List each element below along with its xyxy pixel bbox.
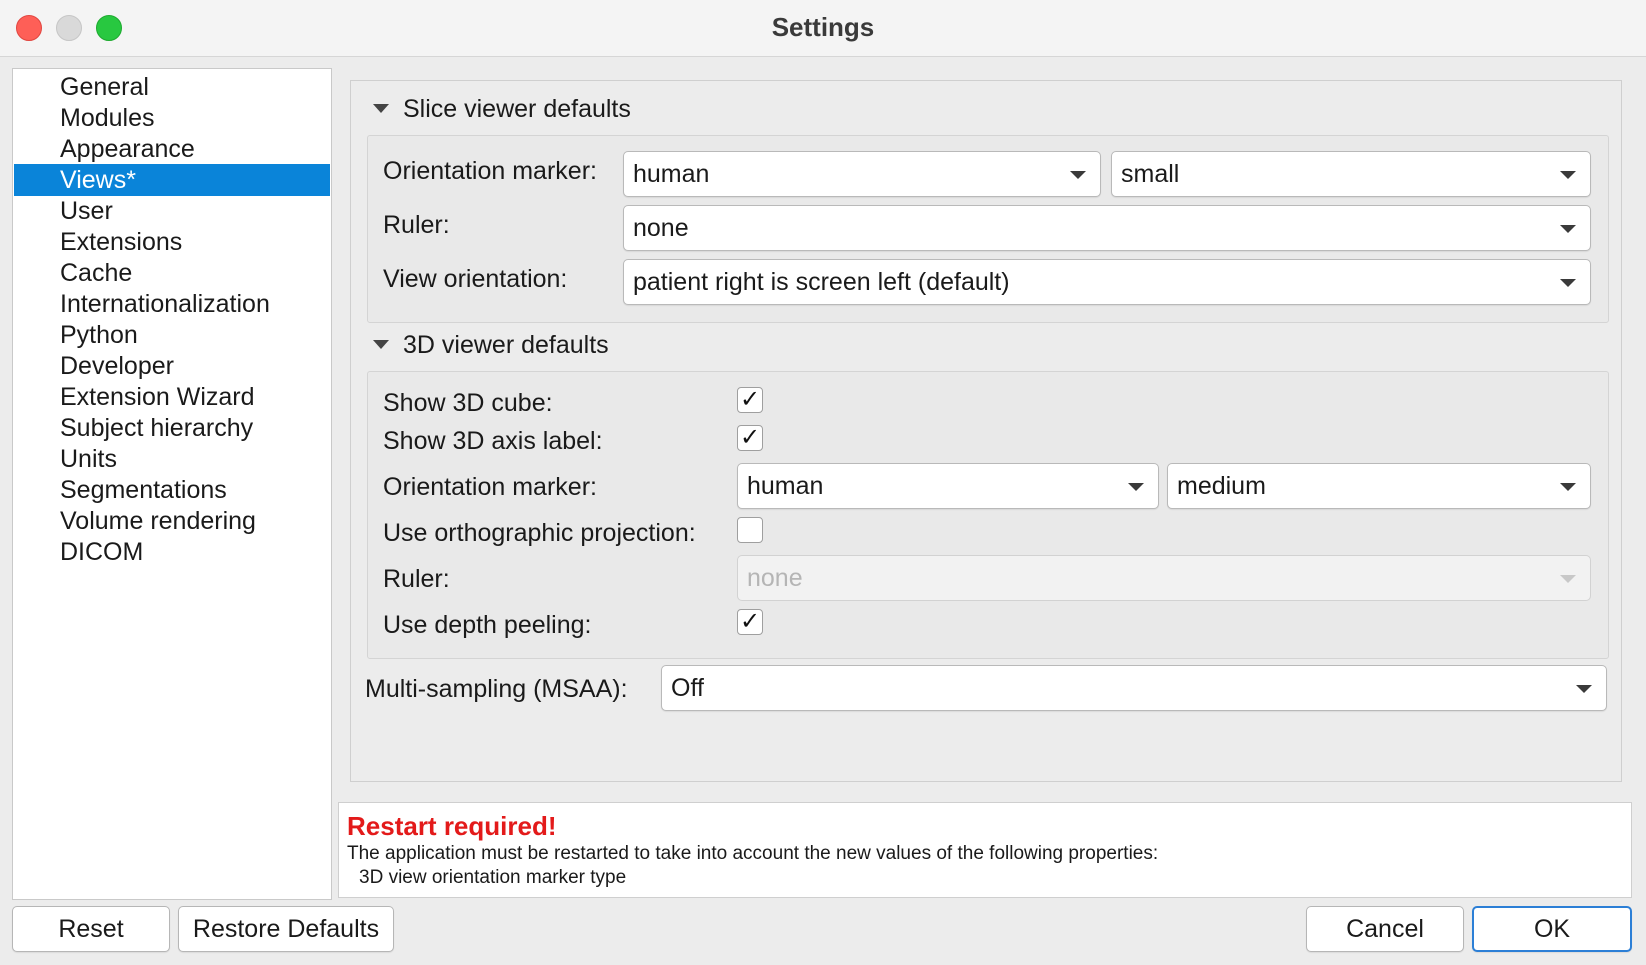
sidebar-item-appearance[interactable]: Appearance bbox=[60, 135, 195, 163]
title-bar bbox=[0, 0, 1646, 57]
slice-viewer-section-header[interactable] bbox=[373, 95, 631, 124]
show-3d-axis-label-label: Show 3D axis label: bbox=[383, 427, 603, 455]
chevron-down-icon bbox=[1128, 483, 1144, 491]
sidebar-item-views[interactable]: Views* bbox=[14, 164, 330, 196]
sidebar-item-units[interactable]: Units bbox=[60, 445, 117, 473]
slice-orientation-marker-type-value: human bbox=[633, 160, 710, 188]
sidebar-item-volume-rendering[interactable]: Volume rendering bbox=[60, 507, 256, 535]
cancel-button[interactable]: Cancel bbox=[1306, 906, 1464, 952]
view-orientation-select[interactable] bbox=[623, 259, 1591, 305]
sidebar-item-dicom[interactable]: DICOM bbox=[60, 538, 144, 566]
view-orientation-label: View orientation: bbox=[383, 265, 568, 293]
3d-ruler-value: none bbox=[747, 564, 803, 592]
3d-viewer-section-header[interactable] bbox=[373, 331, 609, 360]
sidebar-item-extension-wizard[interactable]: Extension Wizard bbox=[60, 383, 255, 411]
collapse-triangle-icon bbox=[373, 340, 389, 349]
slice-ruler-value: none bbox=[633, 214, 689, 242]
sidebar-item-cache[interactable]: Cache bbox=[60, 259, 133, 287]
slice-orientation-marker-label: Orientation marker: bbox=[383, 157, 597, 185]
slice-ruler-select[interactable] bbox=[623, 205, 1591, 251]
3d-orientation-marker-size-select[interactable] bbox=[1167, 463, 1591, 509]
sidebar-item-extensions[interactable]: Extensions bbox=[60, 228, 183, 256]
sidebar-item-python[interactable]: Python bbox=[60, 321, 138, 349]
3d-orientation-marker-type-select[interactable] bbox=[737, 463, 1159, 509]
depth-peeling-checkbox[interactable] bbox=[737, 609, 763, 635]
restore-defaults-button[interactable]: Restore Defaults bbox=[178, 906, 394, 952]
collapse-triangle-icon bbox=[373, 104, 389, 113]
slice-ruler-label: Ruler: bbox=[383, 211, 450, 239]
checkmark-icon: ✓ bbox=[739, 608, 761, 635]
msaa-value: Off bbox=[671, 674, 704, 702]
3d-orientation-marker-size-value: medium bbox=[1177, 472, 1266, 500]
sidebar-item-subject-hierarchy[interactable]: Subject hierarchy bbox=[60, 414, 254, 442]
orthographic-projection-label: Use orthographic projection: bbox=[383, 519, 696, 547]
msaa-label: Multi-sampling (MSAA): bbox=[365, 675, 628, 703]
settings-category-list[interactable] bbox=[12, 68, 332, 900]
sidebar-item-internationalization[interactable]: Internationalization bbox=[60, 290, 270, 318]
3d-orientation-marker-type-value: human bbox=[747, 472, 824, 500]
3d-orientation-marker-label: Orientation marker: bbox=[383, 473, 597, 501]
window-title: Settings bbox=[771, 12, 875, 42]
3d-viewer-section-title: 3D viewer defaults bbox=[403, 331, 609, 359]
view-orientation-value: patient right is screen left (default) bbox=[633, 268, 1010, 296]
restart-notice bbox=[338, 802, 1632, 898]
show-3d-cube-label: Show 3D cube: bbox=[383, 389, 553, 417]
depth-peeling-label: Use depth peeling: bbox=[383, 611, 592, 639]
orthographic-projection-checkbox[interactable] bbox=[737, 517, 763, 543]
slice-orientation-marker-size-select[interactable] bbox=[1111, 151, 1591, 197]
3d-ruler-label: Ruler: bbox=[383, 565, 450, 593]
3d-ruler-select bbox=[737, 555, 1591, 601]
slice-orientation-marker-size-value: small bbox=[1121, 160, 1180, 188]
sidebar-item-user[interactable]: User bbox=[60, 197, 113, 225]
chevron-down-icon bbox=[1576, 685, 1592, 693]
sidebar-item-developer[interactable]: Developer bbox=[60, 352, 174, 380]
show-3d-cube-checkbox[interactable] bbox=[737, 387, 763, 413]
show-3d-axis-label-checkbox[interactable] bbox=[737, 425, 763, 451]
sidebar-item-general[interactable]: General bbox=[60, 73, 149, 101]
ok-button[interactable]: OK bbox=[1472, 906, 1632, 952]
restart-required-message: The application must be restarted to take into account the new values of the following properties: bbox=[347, 843, 1159, 864]
msaa-select[interactable] bbox=[661, 665, 1607, 711]
restart-required-property: 3D view orientation marker type bbox=[359, 867, 627, 888]
reset-button[interactable]: Reset bbox=[12, 906, 170, 952]
chevron-down-icon bbox=[1560, 225, 1576, 233]
sidebar-item-segmentations[interactable]: Segmentations bbox=[60, 476, 227, 504]
chevron-down-icon bbox=[1560, 575, 1576, 583]
slice-orientation-marker-type-select[interactable] bbox=[623, 151, 1101, 197]
restart-required-title: Restart required! bbox=[347, 811, 557, 841]
slice-viewer-section-title: Slice viewer defaults bbox=[403, 95, 631, 123]
views-settings-panel bbox=[350, 80, 1622, 782]
chevron-down-icon bbox=[1560, 171, 1576, 179]
chevron-down-icon bbox=[1560, 483, 1576, 491]
checkmark-icon: ✓ bbox=[739, 386, 761, 413]
chevron-down-icon bbox=[1070, 171, 1086, 179]
sidebar-item-modules[interactable]: Modules bbox=[60, 104, 155, 132]
chevron-down-icon bbox=[1560, 279, 1576, 287]
checkmark-icon: ✓ bbox=[739, 424, 761, 451]
